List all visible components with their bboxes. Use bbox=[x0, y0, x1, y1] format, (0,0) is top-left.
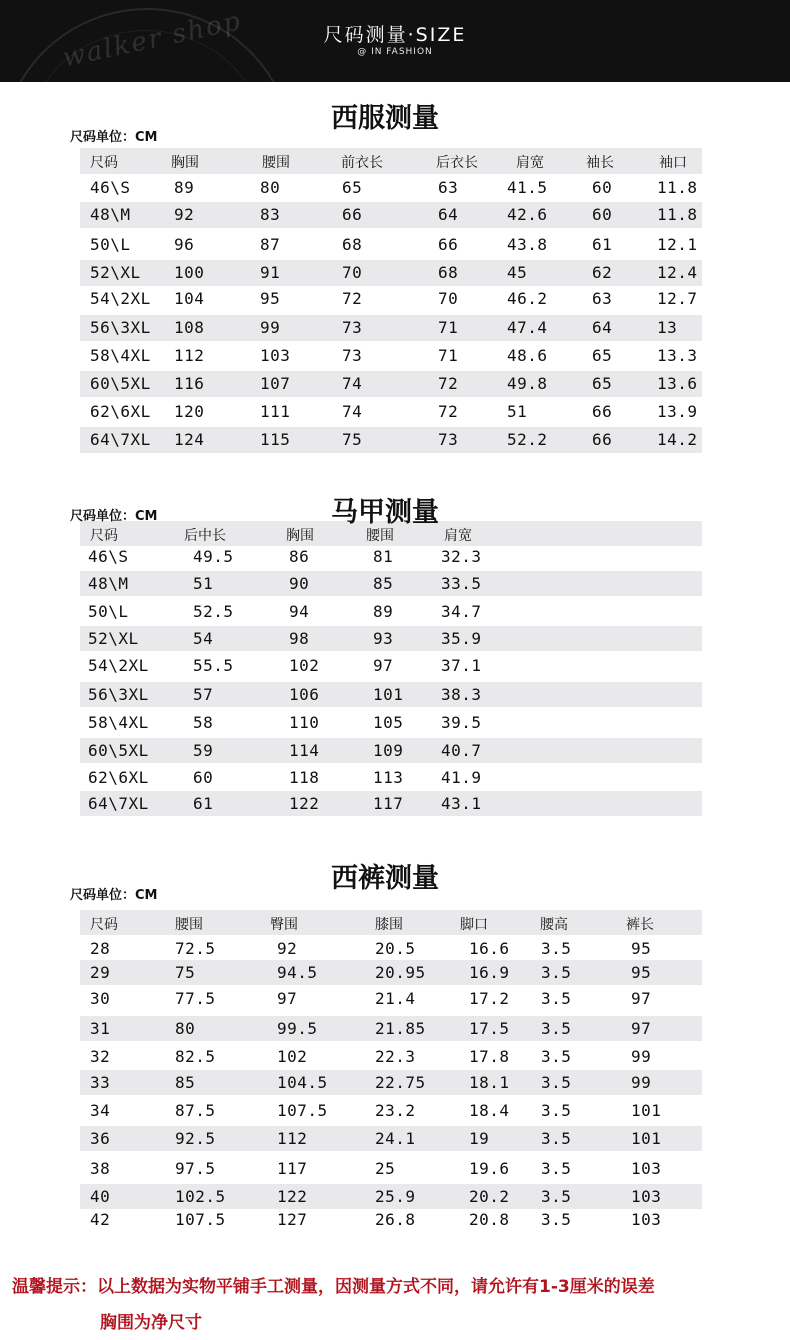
table-cell: 21.85 bbox=[375, 1019, 426, 1038]
table-cell: 41.9 bbox=[441, 768, 482, 787]
table-cell: 97 bbox=[631, 1019, 652, 1038]
table-cell: 46\S bbox=[88, 547, 129, 566]
table-cell: 66 bbox=[342, 205, 363, 224]
table-cell: 94.5 bbox=[277, 963, 318, 982]
table-cell: 100 bbox=[174, 263, 205, 282]
table-cell: 72 bbox=[438, 402, 459, 421]
table-cell: 54 bbox=[193, 629, 214, 648]
table-cell: 49.5 bbox=[193, 547, 234, 566]
table-cell: 103 bbox=[260, 346, 291, 365]
table-cell: 64\7XL bbox=[90, 430, 151, 449]
table-cell: 52\XL bbox=[90, 263, 141, 282]
table-cell: 112 bbox=[277, 1129, 308, 1148]
table-cell: 109 bbox=[373, 741, 404, 760]
table-cell: 17.5 bbox=[469, 1019, 510, 1038]
table-cell: 24.1 bbox=[375, 1129, 416, 1148]
column-header: 胸围 bbox=[286, 528, 314, 544]
table-cell: 118 bbox=[289, 768, 320, 787]
table-cell: 107.5 bbox=[277, 1101, 328, 1120]
table-cell: 22.75 bbox=[375, 1073, 426, 1092]
table-cell: 50\L bbox=[90, 235, 131, 254]
table-cell: 52.2 bbox=[507, 430, 548, 449]
table-cell: 68 bbox=[438, 263, 459, 282]
table-cell: 97.5 bbox=[175, 1159, 216, 1178]
table-cell: 43.8 bbox=[507, 235, 548, 254]
table-cell: 12.7 bbox=[657, 289, 698, 308]
table-cell: 54\2XL bbox=[88, 656, 149, 675]
watermark-text: walker shop bbox=[60, 6, 245, 74]
table-cell: 46\S bbox=[90, 178, 131, 197]
table-cell: 122 bbox=[289, 794, 320, 813]
table-cell: 94 bbox=[289, 602, 310, 621]
table-cell: 74 bbox=[342, 374, 363, 393]
table-cell: 80 bbox=[260, 178, 281, 197]
table-cell: 99 bbox=[260, 318, 281, 337]
table-cell: 3.5 bbox=[541, 1159, 572, 1178]
table-cell: 90 bbox=[289, 574, 310, 593]
column-header: 肩宽 bbox=[444, 528, 472, 544]
table-cell: 51 bbox=[507, 402, 528, 421]
table-cell: 70 bbox=[342, 263, 363, 282]
table-cell: 11.8 bbox=[657, 205, 698, 224]
table-cell: 41.5 bbox=[507, 178, 548, 197]
table-cell: 60 bbox=[592, 205, 613, 224]
table-cell: 3.5 bbox=[541, 939, 572, 958]
table-cell: 34.7 bbox=[441, 602, 482, 621]
table-cell: 54\2XL bbox=[90, 289, 151, 308]
table-cell: 74 bbox=[342, 402, 363, 421]
table-cell: 117 bbox=[373, 794, 404, 813]
table-cell: 106 bbox=[289, 685, 320, 704]
table-cell: 38.3 bbox=[441, 685, 482, 704]
table-cell: 102 bbox=[277, 1047, 308, 1066]
table-cell: 35.9 bbox=[441, 629, 482, 648]
table-cell: 99 bbox=[631, 1073, 652, 1092]
table-cell: 16.9 bbox=[469, 963, 510, 982]
table-cell: 127 bbox=[277, 1210, 308, 1229]
table-cell: 20.8 bbox=[469, 1210, 510, 1229]
table-cell: 108 bbox=[174, 318, 205, 337]
notice-line-2: 胸围为净尺寸 bbox=[100, 1313, 202, 1333]
table-cell: 58\4XL bbox=[88, 713, 149, 732]
table-cell: 48\M bbox=[90, 205, 131, 224]
table-cell: 77.5 bbox=[175, 989, 216, 1008]
table-cell: 95 bbox=[260, 289, 281, 308]
table-cell: 37.1 bbox=[441, 656, 482, 675]
table-cell: 71 bbox=[438, 318, 459, 337]
table-cell: 13.6 bbox=[657, 374, 698, 393]
table-cell: 104.5 bbox=[277, 1073, 328, 1092]
table-cell: 28 bbox=[90, 939, 111, 958]
table-cell: 14.2 bbox=[657, 430, 698, 449]
table-cell: 22.3 bbox=[375, 1047, 416, 1066]
table-cell: 20.5 bbox=[375, 939, 416, 958]
table-cell: 63 bbox=[592, 289, 613, 308]
table-cell: 98 bbox=[289, 629, 310, 648]
table-cell: 124 bbox=[174, 430, 205, 449]
table-cell: 50\L bbox=[88, 602, 129, 621]
section-title: 西服测量 bbox=[331, 103, 439, 134]
column-header: 后中长 bbox=[184, 528, 226, 544]
table-cell: 3.5 bbox=[541, 1101, 572, 1120]
table-cell: 113 bbox=[373, 768, 404, 787]
table-cell: 42.6 bbox=[507, 205, 548, 224]
table-cell: 19 bbox=[469, 1129, 490, 1148]
column-header: 腰围 bbox=[366, 528, 394, 544]
table-cell: 81 bbox=[373, 547, 394, 566]
table-cell: 101 bbox=[631, 1129, 662, 1148]
table-cell: 65 bbox=[592, 346, 613, 365]
table-cell: 92.5 bbox=[175, 1129, 216, 1148]
table-cell: 73 bbox=[342, 346, 363, 365]
table-cell: 34 bbox=[90, 1101, 111, 1120]
column-header: 脚口 bbox=[460, 917, 488, 933]
table-cell: 114 bbox=[289, 741, 320, 760]
table-cell: 83 bbox=[260, 205, 281, 224]
table-cell: 64 bbox=[438, 205, 459, 224]
table-cell: 21.4 bbox=[375, 989, 416, 1008]
table-cell: 66 bbox=[592, 430, 613, 449]
table-cell: 49.8 bbox=[507, 374, 548, 393]
table-cell: 72.5 bbox=[175, 939, 216, 958]
table-cell: 58 bbox=[193, 713, 214, 732]
column-header: 尺码 bbox=[90, 917, 118, 933]
table-cell: 40 bbox=[90, 1187, 111, 1206]
table-cell: 73 bbox=[438, 430, 459, 449]
table-cell: 48\M bbox=[88, 574, 129, 593]
table-cell: 46.2 bbox=[507, 289, 548, 308]
table-cell: 56\3XL bbox=[88, 685, 149, 704]
section-title: 西裤测量 bbox=[331, 863, 439, 894]
table-cell: 112 bbox=[174, 346, 205, 365]
table-cell: 36 bbox=[90, 1129, 111, 1148]
table-cell: 60 bbox=[193, 768, 214, 787]
table-cell: 65 bbox=[342, 178, 363, 197]
section-title: 马甲测量 bbox=[331, 497, 439, 528]
column-header: 肩宽 bbox=[516, 155, 544, 171]
table-cell: 3.5 bbox=[541, 1210, 572, 1229]
unit-label: 尺码单位：CM bbox=[70, 509, 158, 524]
table-cell: 107.5 bbox=[175, 1210, 226, 1229]
table-cell: 17.2 bbox=[469, 989, 510, 1008]
table-cell: 3.5 bbox=[541, 989, 572, 1008]
table-cell: 68 bbox=[342, 235, 363, 254]
table-cell: 23.2 bbox=[375, 1101, 416, 1120]
page-subtitle: @ IN FASHION bbox=[357, 47, 433, 57]
table-cell: 103 bbox=[631, 1210, 662, 1229]
table-cell: 103 bbox=[631, 1187, 662, 1206]
table-cell: 48.6 bbox=[507, 346, 548, 365]
column-header: 腰围 bbox=[175, 917, 203, 933]
table-cell: 89 bbox=[373, 602, 394, 621]
table-cell: 55.5 bbox=[193, 656, 234, 675]
column-header: 膝围 bbox=[375, 917, 403, 933]
column-header: 前衣长 bbox=[341, 155, 383, 171]
table-cell: 3.5 bbox=[541, 1019, 572, 1038]
table-cell: 3.5 bbox=[541, 1129, 572, 1148]
table-cell: 63 bbox=[438, 178, 459, 197]
table-cell: 13 bbox=[657, 318, 678, 337]
table-cell: 75 bbox=[175, 963, 196, 982]
table-cell: 52.5 bbox=[193, 602, 234, 621]
table-cell: 70 bbox=[438, 289, 459, 308]
table-cell: 115 bbox=[260, 430, 291, 449]
table-cell: 19.6 bbox=[469, 1159, 510, 1178]
table-cell: 102.5 bbox=[175, 1187, 226, 1206]
table-cell: 26.8 bbox=[375, 1210, 416, 1229]
table-cell: 99 bbox=[631, 1047, 652, 1066]
table-cell: 52\XL bbox=[88, 629, 139, 648]
table-cell: 12.1 bbox=[657, 235, 698, 254]
table-cell: 73 bbox=[342, 318, 363, 337]
table-cell: 107 bbox=[260, 374, 291, 393]
table-cell: 62\6XL bbox=[88, 768, 149, 787]
table-cell: 96 bbox=[174, 235, 195, 254]
table-cell: 122 bbox=[277, 1187, 308, 1206]
table-cell: 101 bbox=[631, 1101, 662, 1120]
table-cell: 30 bbox=[90, 989, 111, 1008]
table-cell: 97 bbox=[631, 989, 652, 1008]
column-header: 腰围 bbox=[262, 155, 290, 171]
table-cell: 105 bbox=[373, 713, 404, 732]
table-cell: 87.5 bbox=[175, 1101, 216, 1120]
table-cell: 20.2 bbox=[469, 1187, 510, 1206]
table-cell: 51 bbox=[193, 574, 214, 593]
table-cell: 104 bbox=[174, 289, 205, 308]
table-cell: 92 bbox=[277, 939, 298, 958]
table-cell: 3.5 bbox=[541, 1073, 572, 1092]
table-cell: 97 bbox=[373, 656, 394, 675]
table-cell: 103 bbox=[631, 1159, 662, 1178]
unit-label: 尺码单位：CM bbox=[70, 130, 158, 145]
table-cell: 17.8 bbox=[469, 1047, 510, 1066]
table-cell: 64\7XL bbox=[88, 794, 149, 813]
table-cell: 47.4 bbox=[507, 318, 548, 337]
table-cell: 86 bbox=[289, 547, 310, 566]
table-cell: 3.5 bbox=[541, 963, 572, 982]
table-cell: 80 bbox=[175, 1019, 196, 1038]
table-cell: 66 bbox=[438, 235, 459, 254]
notice-line-1: 温馨提示：以上数据为实物平铺手工测量，因测量方式不同，请允许有1-3厘米的误差 bbox=[12, 1277, 655, 1297]
table-cell: 33.5 bbox=[441, 574, 482, 593]
table-cell: 20.95 bbox=[375, 963, 426, 982]
table-cell: 91 bbox=[260, 263, 281, 282]
table-cell: 120 bbox=[174, 402, 205, 421]
table-cell: 42 bbox=[90, 1210, 111, 1229]
table-cell: 32 bbox=[90, 1047, 111, 1066]
header-banner bbox=[0, 0, 790, 82]
table-cell: 75 bbox=[342, 430, 363, 449]
table-cell: 111 bbox=[260, 402, 291, 421]
table-cell: 64 bbox=[592, 318, 613, 337]
table-cell: 95 bbox=[631, 963, 652, 982]
table-cell: 61 bbox=[592, 235, 613, 254]
table-cell: 39.5 bbox=[441, 713, 482, 732]
column-header: 腰高 bbox=[540, 917, 568, 933]
table-cell: 57 bbox=[193, 685, 214, 704]
column-header: 臀围 bbox=[270, 917, 298, 933]
table-cell: 25 bbox=[375, 1159, 396, 1178]
table-cell: 110 bbox=[289, 713, 320, 732]
table-cell: 33 bbox=[90, 1073, 111, 1092]
unit-label: 尺码单位：CM bbox=[70, 888, 158, 903]
table-cell: 87 bbox=[260, 235, 281, 254]
table-cell: 45 bbox=[507, 263, 528, 282]
table-cell: 116 bbox=[174, 374, 205, 393]
table-cell: 18.4 bbox=[469, 1101, 510, 1120]
table-cell: 11.8 bbox=[657, 178, 698, 197]
table-cell: 16.6 bbox=[469, 939, 510, 958]
table-cell: 62\6XL bbox=[90, 402, 151, 421]
table-cell: 60\5XL bbox=[88, 741, 149, 760]
table-cell: 66 bbox=[592, 402, 613, 421]
column-header: 裤长 bbox=[626, 917, 654, 933]
table-cell: 62 bbox=[592, 263, 613, 282]
table-cell: 101 bbox=[373, 685, 404, 704]
table-cell: 29 bbox=[90, 963, 111, 982]
table-cell: 18.1 bbox=[469, 1073, 510, 1092]
table-cell: 60 bbox=[592, 178, 613, 197]
table-cell: 13.9 bbox=[657, 402, 698, 421]
table-cell: 56\3XL bbox=[90, 318, 151, 337]
table-cell: 95 bbox=[631, 939, 652, 958]
table-cell: 85 bbox=[175, 1073, 196, 1092]
table-cell: 40.7 bbox=[441, 741, 482, 760]
table-cell: 97 bbox=[277, 989, 298, 1008]
column-header: 尺码 bbox=[90, 155, 118, 171]
table-cell: 60\5XL bbox=[90, 374, 151, 393]
table-cell: 12.4 bbox=[657, 263, 698, 282]
column-header: 袖长 bbox=[586, 155, 614, 171]
table-cell: 65 bbox=[592, 374, 613, 393]
table-cell: 85 bbox=[373, 574, 394, 593]
table-cell: 3.5 bbox=[541, 1047, 572, 1066]
table-cell: 99.5 bbox=[277, 1019, 318, 1038]
table-cell: 25.9 bbox=[375, 1187, 416, 1206]
table-cell: 59 bbox=[193, 741, 214, 760]
table-cell: 72 bbox=[342, 289, 363, 308]
table-cell: 13.3 bbox=[657, 346, 698, 365]
table-cell: 102 bbox=[289, 656, 320, 675]
column-header: 袖口 bbox=[659, 155, 687, 171]
table-cell: 71 bbox=[438, 346, 459, 365]
table-cell: 82.5 bbox=[175, 1047, 216, 1066]
table-cell: 72 bbox=[438, 374, 459, 393]
table-cell: 32.3 bbox=[441, 547, 482, 566]
table-cell: 3.5 bbox=[541, 1187, 572, 1206]
table-cell: 117 bbox=[277, 1159, 308, 1178]
table-cell: 31 bbox=[90, 1019, 111, 1038]
table-cell: 89 bbox=[174, 178, 195, 197]
table-cell: 92 bbox=[174, 205, 195, 224]
column-header: 后衣长 bbox=[436, 155, 478, 171]
table-cell: 93 bbox=[373, 629, 394, 648]
table-cell: 58\4XL bbox=[90, 346, 151, 365]
table-cell: 38 bbox=[90, 1159, 111, 1178]
table-cell: 43.1 bbox=[441, 794, 482, 813]
column-header: 尺码 bbox=[90, 528, 118, 544]
column-header: 胸围 bbox=[171, 155, 199, 171]
table-cell: 61 bbox=[193, 794, 214, 813]
page-title: 尺码测量·SIZE bbox=[323, 24, 467, 46]
